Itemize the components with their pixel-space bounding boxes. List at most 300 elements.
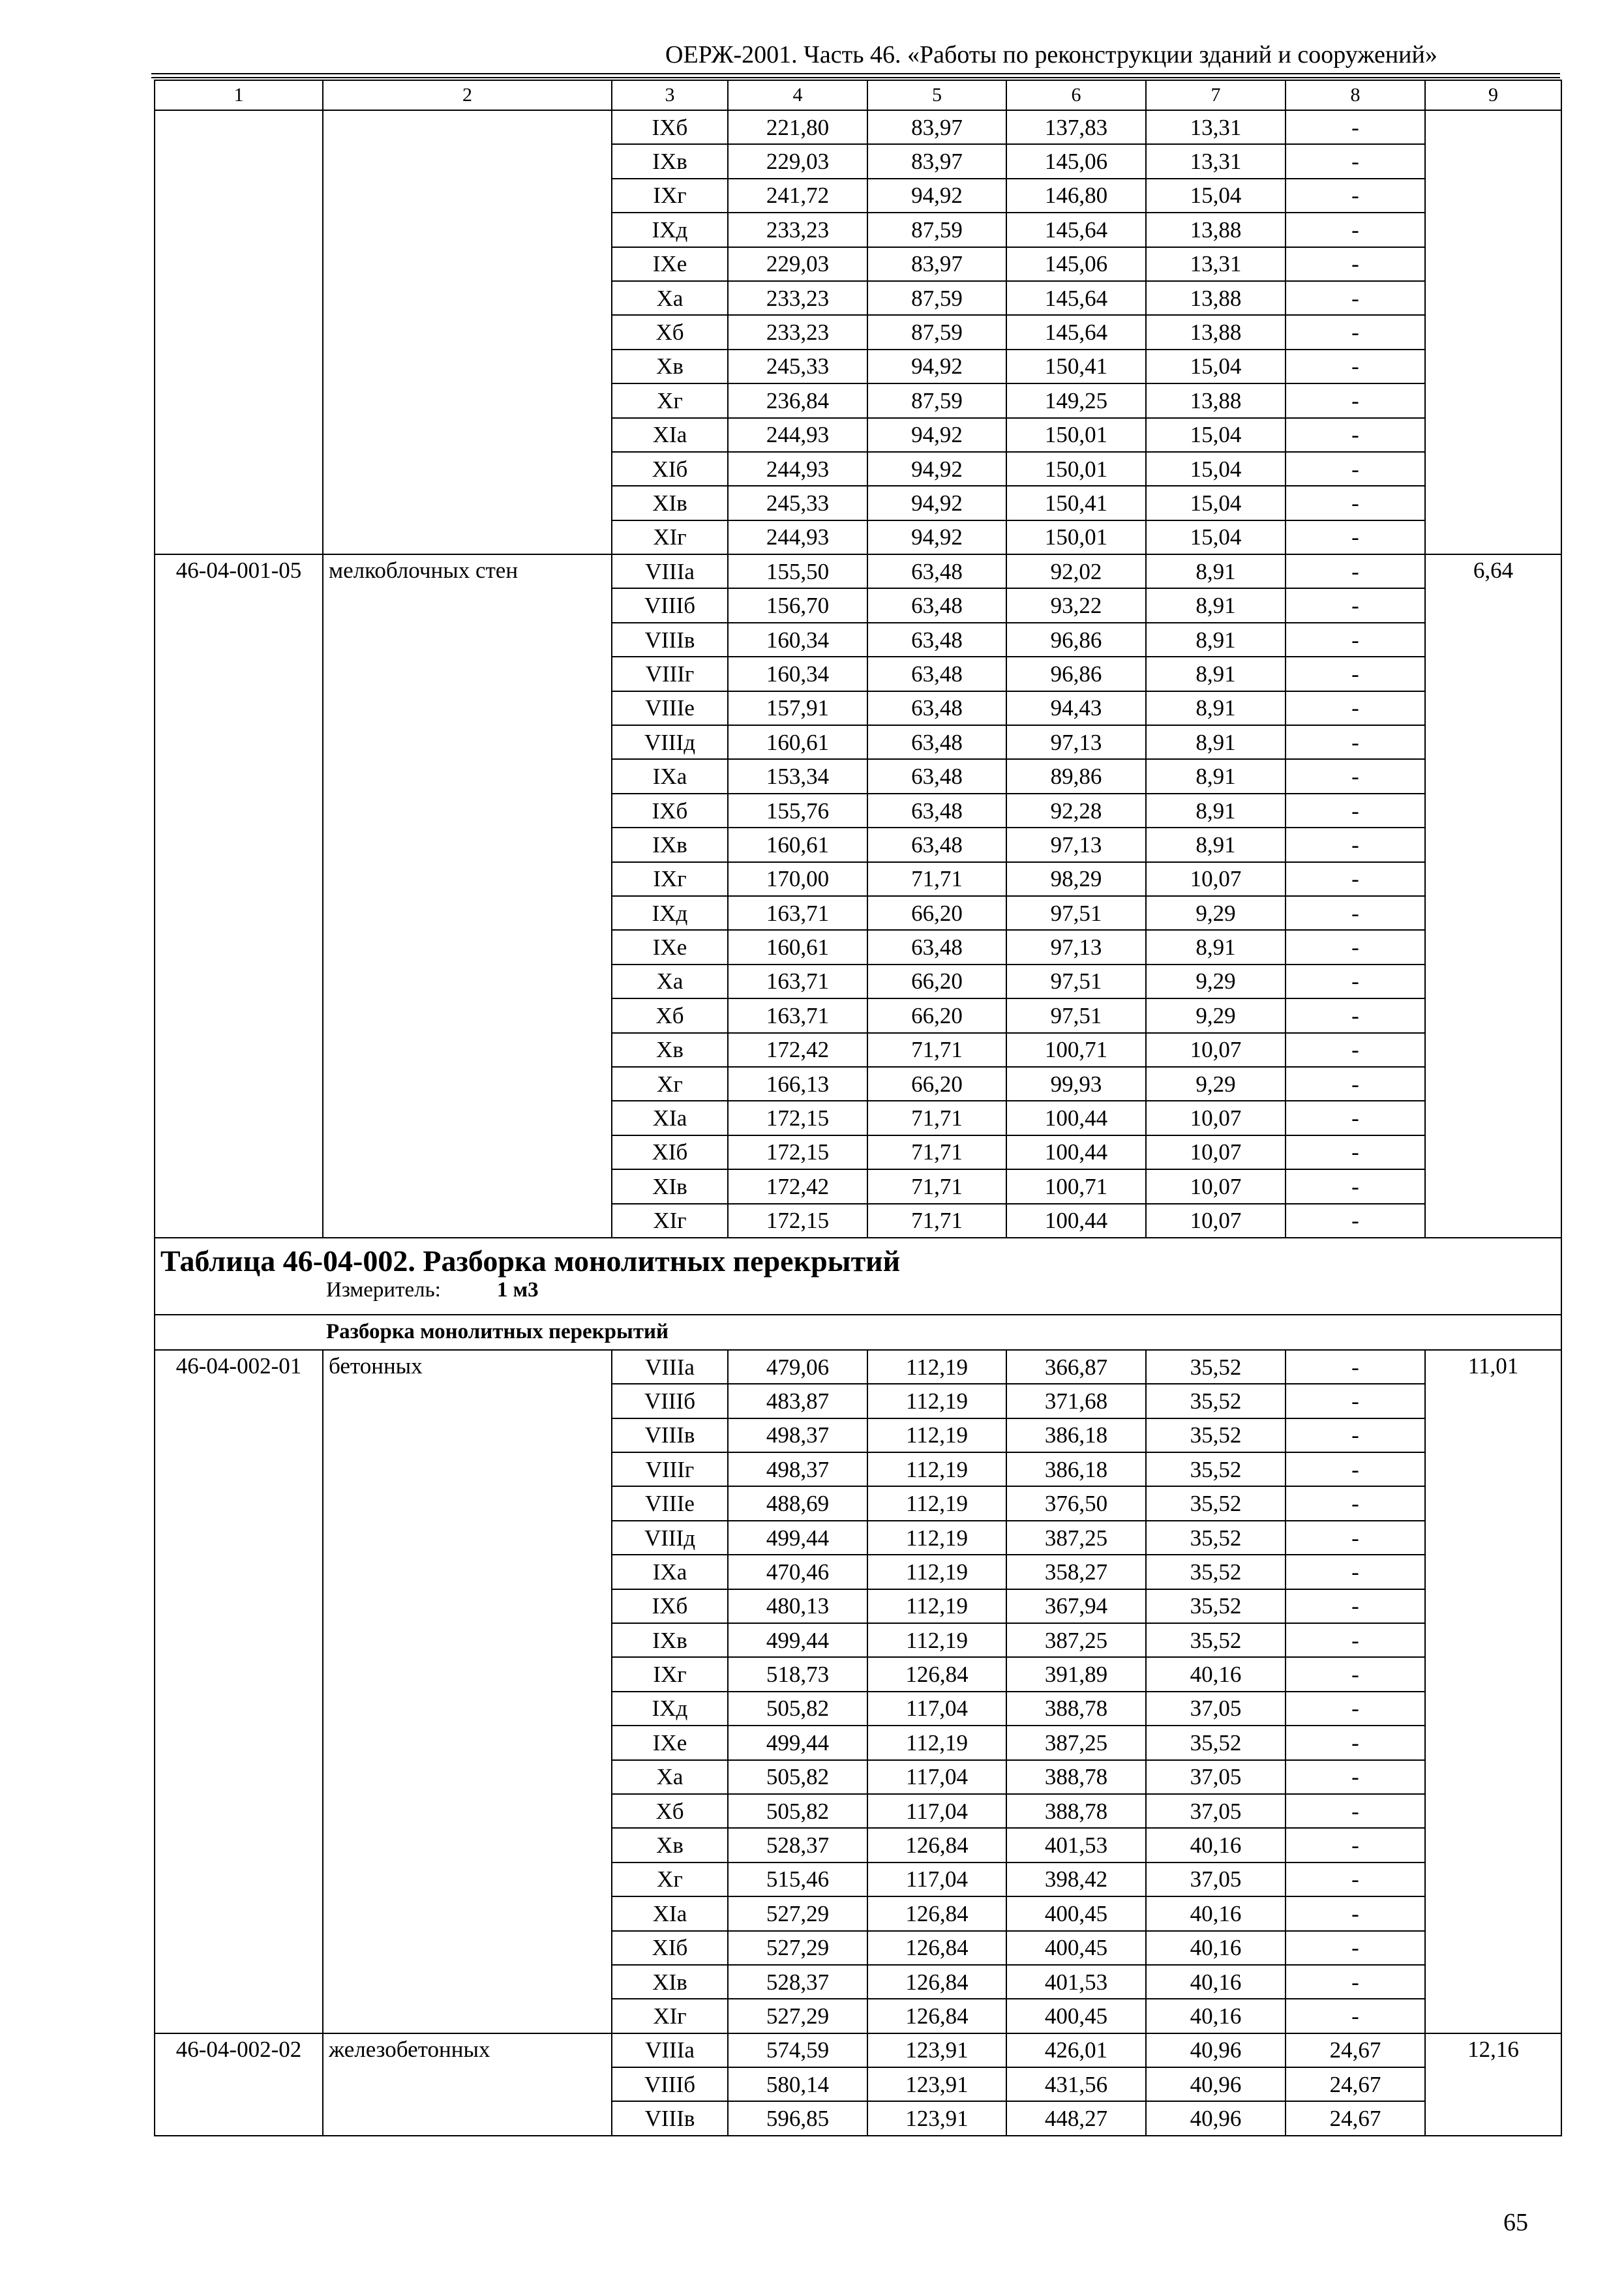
data-cell: 160,61 [728, 725, 867, 759]
data-cell: - [1286, 418, 1425, 452]
data-cell: 40,96 [1146, 2101, 1286, 2135]
data-cell: 96,86 [1006, 623, 1146, 657]
data-cell: 155,50 [728, 554, 867, 588]
table-title: Таблица 46-04-002. Разборка монолитных перекрытий [160, 1244, 901, 1278]
data-cell: 87,59 [867, 281, 1006, 315]
data-cell: 160,34 [728, 657, 867, 691]
data-cell: 528,37 [728, 1828, 867, 1862]
work-name-cell: мелкоблочных стен [323, 554, 612, 1238]
data-cell: 146,80 [1006, 179, 1146, 213]
data-cell: 13,31 [1146, 110, 1286, 144]
data-cell: VIIIе [612, 691, 728, 725]
data-cell: 40,96 [1146, 2033, 1286, 2067]
data-cell: 245,33 [728, 350, 867, 383]
data-cell: 150,41 [1006, 486, 1146, 520]
data-cell: 123,91 [867, 2067, 1006, 2101]
data-cell: 470,46 [728, 1555, 867, 1589]
work-name-cell: железобетонных [323, 2033, 612, 2136]
data-cell: XIг [612, 1999, 728, 2033]
data-cell: 13,88 [1146, 315, 1286, 349]
data-cell: 448,27 [1006, 2101, 1146, 2135]
data-cell: IXе [612, 1726, 728, 1759]
data-cell: IXб [612, 794, 728, 828]
data-cell: 71,71 [867, 1033, 1006, 1067]
data-cell: 35,52 [1146, 1726, 1286, 1759]
data-cell: 505,82 [728, 1760, 867, 1794]
data-cell: 244,93 [728, 418, 867, 452]
data-cell: 386,18 [1006, 1452, 1146, 1486]
table-row [155, 110, 1561, 144]
data-cell: 596,85 [728, 2101, 867, 2135]
unit-label: Измеритель: [326, 1278, 441, 1302]
data-cell: 8,91 [1146, 623, 1286, 657]
data-cell: 66,20 [867, 896, 1006, 930]
data-cell: 163,71 [728, 965, 867, 998]
data-cell: 94,92 [867, 520, 1006, 554]
data-cell: 35,52 [1146, 1384, 1286, 1418]
data-cell: 528,37 [728, 1965, 867, 1999]
col9-cell [1425, 110, 1561, 554]
data-cell: - [1286, 930, 1425, 964]
data-cell: IXг [612, 179, 728, 213]
data-cell: IXв [612, 828, 728, 861]
data-cell: 400,45 [1006, 1931, 1146, 1965]
data-cell: - [1286, 657, 1425, 691]
data-cell: 63,48 [867, 554, 1006, 588]
data-cell: 172,15 [728, 1135, 867, 1169]
data-cell: Xа [612, 965, 728, 998]
data-cell: 24,67 [1286, 2067, 1425, 2101]
data-cell: - [1286, 1657, 1425, 1691]
data-cell: 40,16 [1146, 1657, 1286, 1691]
data-cell: XIв [612, 1965, 728, 1999]
column-number: 3 [612, 80, 728, 110]
data-cell: 8,91 [1146, 828, 1286, 861]
data-cell: 63,48 [867, 725, 1006, 759]
data-cell: 229,03 [728, 247, 867, 281]
data-cell: 123,91 [867, 2033, 1006, 2067]
data-cell: 94,92 [867, 452, 1006, 486]
data-cell: - [1286, 794, 1425, 828]
data-cell: 35,52 [1146, 1452, 1286, 1486]
data-cell: - [1286, 520, 1425, 554]
data-cell: 35,52 [1146, 1418, 1286, 1452]
data-cell: - [1286, 588, 1425, 622]
data-cell: 112,19 [867, 1486, 1006, 1520]
data-cell: 66,20 [867, 998, 1006, 1032]
data-cell: 63,48 [867, 691, 1006, 725]
data-cell: IXд [612, 896, 728, 930]
data-cell: XIв [612, 1169, 728, 1203]
data-cell: 388,78 [1006, 1794, 1146, 1828]
data-cell: VIIIб [612, 2067, 728, 2101]
data-cell: - [1286, 998, 1425, 1032]
data-cell: - [1286, 862, 1425, 896]
data-cell: 8,91 [1146, 588, 1286, 622]
data-cell: - [1286, 1033, 1425, 1067]
data-cell: 9,29 [1146, 965, 1286, 998]
data-cell: 166,13 [728, 1067, 867, 1101]
data-cell: IXд [612, 213, 728, 247]
data-cell: 37,05 [1146, 1794, 1286, 1828]
data-cell: 15,04 [1146, 179, 1286, 213]
data-cell: 112,19 [867, 1555, 1006, 1589]
data-cell: XIг [612, 1204, 728, 1238]
data-cell: - [1286, 247, 1425, 281]
data-cell: 100,44 [1006, 1135, 1146, 1169]
code-cell [155, 110, 323, 554]
data-cell: 233,23 [728, 315, 867, 349]
data-cell: 40,16 [1146, 1965, 1286, 1999]
data-cell: 580,14 [728, 2067, 867, 2101]
data-cell: 479,06 [728, 1350, 867, 1384]
table-title-cell [155, 1238, 1561, 1278]
data-cell: 66,20 [867, 1067, 1006, 1101]
data-cell: 40,16 [1146, 1896, 1286, 1930]
data-cell: 63,48 [867, 588, 1006, 622]
data-cell: IXе [612, 247, 728, 281]
column-number: 7 [1146, 80, 1286, 110]
data-cell: - [1286, 1999, 1425, 2033]
data-cell: 100,71 [1006, 1169, 1146, 1203]
data-cell: XIб [612, 452, 728, 486]
data-cell: 398,42 [1006, 1863, 1146, 1896]
data-cell: 9,29 [1146, 998, 1286, 1032]
data-cell: 35,52 [1146, 1486, 1286, 1520]
column-number: 1 [155, 80, 323, 110]
data-cell: 112,19 [867, 1726, 1006, 1759]
data-cell: 24,67 [1286, 2033, 1425, 2067]
data-cell: XIа [612, 418, 728, 452]
data-cell: 498,37 [728, 1418, 867, 1452]
data-cell: XIб [612, 1135, 728, 1169]
data-cell: Xг [612, 1863, 728, 1896]
header-rule [151, 73, 1560, 74]
data-cell: 63,48 [867, 930, 1006, 964]
data-cell: 241,72 [728, 179, 867, 213]
unit-row [155, 1278, 1561, 1315]
data-cell: 170,00 [728, 862, 867, 896]
data-cell: 13,88 [1146, 213, 1286, 247]
data-cell: 229,03 [728, 144, 867, 178]
data-cell: 92,02 [1006, 554, 1146, 588]
data-cell: 426,01 [1006, 2033, 1146, 2067]
col9-cell: 6,64 [1425, 554, 1561, 1238]
section-row [155, 1315, 1561, 1350]
data-cell: Xв [612, 1828, 728, 1862]
data-cell: IXг [612, 1657, 728, 1691]
data-cell: 89,86 [1006, 759, 1146, 793]
data-cell: 221,80 [728, 110, 867, 144]
data-cell: - [1286, 1692, 1425, 1726]
data-cell: 123,91 [867, 2101, 1006, 2135]
data-cell: 431,56 [1006, 2067, 1146, 2101]
table-row [155, 554, 1561, 588]
data-cell: XIб [612, 1931, 728, 1965]
code-cell: 46-04-001-05 [155, 554, 323, 1238]
data-cell: - [1286, 1623, 1425, 1657]
data-cell: - [1286, 828, 1425, 861]
table-row [155, 1350, 1561, 1384]
data-cell: 98,29 [1006, 862, 1146, 896]
data-cell: - [1286, 965, 1425, 998]
header-rule [151, 77, 1560, 78]
data-cell: 97,51 [1006, 998, 1146, 1032]
data-cell: 366,87 [1006, 1350, 1146, 1384]
data-cell: 97,51 [1006, 896, 1146, 930]
data-cell: 233,23 [728, 281, 867, 315]
unit-value: 1 м3 [496, 1278, 539, 1302]
data-cell: 35,52 [1146, 1623, 1286, 1657]
data-cell: 15,04 [1146, 350, 1286, 383]
data-cell: 156,70 [728, 588, 867, 622]
data-cell: 233,23 [728, 213, 867, 247]
data-cell: IXе [612, 930, 728, 964]
data-cell: 145,64 [1006, 213, 1146, 247]
data-cell: Xг [612, 383, 728, 417]
unit-cell [155, 1278, 1561, 1315]
table-row [155, 2033, 1561, 2067]
data-cell: 10,07 [1146, 1033, 1286, 1067]
data-cell: 8,91 [1146, 691, 1286, 725]
column-number: 9 [1425, 80, 1561, 110]
data-cell: - [1286, 1555, 1425, 1589]
data-cell: 97,51 [1006, 965, 1146, 998]
data-cell: 15,04 [1146, 452, 1286, 486]
data-cell: 574,59 [728, 2033, 867, 2067]
data-cell: 40,16 [1146, 1999, 1286, 2033]
data-cell: VIIIе [612, 1486, 728, 1520]
data-cell: - [1286, 554, 1425, 588]
column-number: 2 [323, 80, 612, 110]
data-cell: 63,48 [867, 794, 1006, 828]
data-cell: 96,86 [1006, 657, 1146, 691]
column-number: 8 [1286, 80, 1425, 110]
data-cell: 358,27 [1006, 1555, 1146, 1589]
data-cell: 126,84 [867, 1896, 1006, 1930]
data-cell: 13,88 [1146, 281, 1286, 315]
work-name-cell [323, 110, 612, 554]
column-number: 4 [728, 80, 867, 110]
data-cell: 40,16 [1146, 1828, 1286, 1862]
data-cell: 126,84 [867, 1965, 1006, 1999]
data-cell: - [1286, 486, 1425, 520]
data-cell: 401,53 [1006, 1828, 1146, 1862]
data-cell: 83,97 [867, 144, 1006, 178]
data-cell: XIв [612, 486, 728, 520]
data-cell: 99,93 [1006, 1067, 1146, 1101]
column-number: 5 [867, 80, 1006, 110]
data-cell: - [1286, 1384, 1425, 1418]
data-cell: - [1286, 759, 1425, 793]
data-cell: 9,29 [1146, 896, 1286, 930]
data-cell: 145,06 [1006, 144, 1146, 178]
code-cell: 46-04-002-01 [155, 1350, 323, 2033]
data-cell: Xб [612, 315, 728, 349]
data-cell: - [1286, 1067, 1425, 1101]
data-cell: 150,01 [1006, 520, 1146, 554]
data-cell: - [1286, 144, 1425, 178]
data-cell: 37,05 [1146, 1863, 1286, 1896]
data-cell: - [1286, 1204, 1425, 1238]
data-cell: IXв [612, 144, 728, 178]
data-cell: 71,71 [867, 862, 1006, 896]
data-cell: 24,67 [1286, 2101, 1425, 2135]
data-cell: 40,16 [1146, 1931, 1286, 1965]
data-cell: 94,92 [867, 486, 1006, 520]
data-cell: 97,13 [1006, 725, 1146, 759]
data-cell: Xв [612, 350, 728, 383]
data-cell: - [1286, 383, 1425, 417]
data-cell: 498,37 [728, 1452, 867, 1486]
data-cell: 66,20 [867, 965, 1006, 998]
data-cell: VIIIг [612, 1452, 728, 1486]
data-cell: 150,01 [1006, 418, 1146, 452]
data-cell: 488,69 [728, 1486, 867, 1520]
data-cell: 13,88 [1146, 383, 1286, 417]
data-cell: 94,92 [867, 179, 1006, 213]
data-cell: - [1286, 315, 1425, 349]
data-cell: Xб [612, 1794, 728, 1828]
data-cell: 163,71 [728, 896, 867, 930]
data-cell: 71,71 [867, 1101, 1006, 1135]
data-cell: 8,91 [1146, 657, 1286, 691]
data-cell: 244,93 [728, 452, 867, 486]
data-cell: 160,61 [728, 930, 867, 964]
section-heading: Разборка монолитных перекрытий [155, 1315, 1561, 1350]
data-cell: 505,82 [728, 1692, 867, 1726]
data-cell: VIIIб [612, 588, 728, 622]
data-cell: 112,19 [867, 1350, 1006, 1384]
price-table [154, 80, 1562, 2136]
data-cell: VIIIа [612, 1350, 728, 1384]
data-cell: - [1286, 213, 1425, 247]
data-cell: IXб [612, 1589, 728, 1623]
data-cell: 499,44 [728, 1726, 867, 1759]
data-cell: IXа [612, 759, 728, 793]
data-cell: 13,31 [1146, 144, 1286, 178]
data-cell: 112,19 [867, 1623, 1006, 1657]
data-cell: 112,19 [867, 1521, 1006, 1555]
data-cell: IXв [612, 1623, 728, 1657]
data-cell: - [1286, 1726, 1425, 1759]
data-cell: 94,92 [867, 418, 1006, 452]
data-cell: 87,59 [867, 213, 1006, 247]
data-cell: 112,19 [867, 1418, 1006, 1452]
data-cell: - [1286, 725, 1425, 759]
data-cell: 63,48 [867, 828, 1006, 861]
data-cell: VIIIв [612, 623, 728, 657]
data-cell: 100,44 [1006, 1101, 1146, 1135]
data-cell: 400,45 [1006, 1999, 1146, 2033]
column-number: 6 [1006, 80, 1146, 110]
data-cell: 100,44 [1006, 1204, 1146, 1238]
data-cell: 367,94 [1006, 1589, 1146, 1623]
data-cell: 87,59 [867, 315, 1006, 349]
data-cell: VIIIв [612, 2101, 728, 2135]
col9-cell: 12,16 [1425, 2033, 1561, 2136]
data-cell: 93,22 [1006, 588, 1146, 622]
data-cell: 10,07 [1146, 1135, 1286, 1169]
data-cell: 172,15 [728, 1101, 867, 1135]
data-cell: 401,53 [1006, 1965, 1146, 1999]
data-cell: - [1286, 1931, 1425, 1965]
column-number-row [155, 80, 1561, 110]
data-cell: - [1286, 179, 1425, 213]
data-cell: 376,50 [1006, 1486, 1146, 1520]
data-cell: 150,01 [1006, 452, 1146, 486]
data-cell: 371,68 [1006, 1384, 1146, 1418]
data-cell: 153,34 [728, 759, 867, 793]
data-cell: VIIIа [612, 554, 728, 588]
data-cell: 518,73 [728, 1657, 867, 1691]
data-cell: 117,04 [867, 1794, 1006, 1828]
data-cell: Xб [612, 998, 728, 1032]
data-cell: 37,05 [1146, 1692, 1286, 1726]
data-cell: 160,61 [728, 828, 867, 861]
data-cell: - [1286, 1965, 1425, 1999]
data-cell: VIIIд [612, 725, 728, 759]
data-cell: 145,64 [1006, 315, 1146, 349]
data-cell: 8,91 [1146, 759, 1286, 793]
data-cell: - [1286, 1794, 1425, 1828]
data-cell: 83,97 [867, 247, 1006, 281]
data-cell: 400,45 [1006, 1896, 1146, 1930]
data-cell: - [1286, 1863, 1425, 1896]
data-cell: 71,71 [867, 1135, 1006, 1169]
data-cell: 112,19 [867, 1384, 1006, 1418]
data-cell: - [1286, 1169, 1425, 1203]
data-cell: - [1286, 281, 1425, 315]
data-cell: 15,04 [1146, 486, 1286, 520]
data-cell: 112,19 [867, 1452, 1006, 1486]
data-cell: VIIIб [612, 1384, 728, 1418]
data-cell: 160,34 [728, 623, 867, 657]
data-cell: 13,31 [1146, 247, 1286, 281]
data-cell: 71,71 [867, 1169, 1006, 1203]
data-cell: 137,83 [1006, 110, 1146, 144]
data-cell: 117,04 [867, 1692, 1006, 1726]
data-cell: 100,71 [1006, 1033, 1146, 1067]
data-cell: 63,48 [867, 657, 1006, 691]
data-cell: - [1286, 1350, 1425, 1384]
data-cell: 117,04 [867, 1863, 1006, 1896]
data-cell: 37,05 [1146, 1760, 1286, 1794]
data-cell: - [1286, 1896, 1425, 1930]
data-cell: - [1286, 1418, 1425, 1452]
data-cell: 10,07 [1146, 1101, 1286, 1135]
data-cell: VIIIа [612, 2033, 728, 2067]
data-cell: 480,13 [728, 1589, 867, 1623]
data-cell: - [1286, 452, 1425, 486]
data-cell: 163,71 [728, 998, 867, 1032]
data-cell: XIа [612, 1896, 728, 1930]
data-cell: 10,07 [1146, 862, 1286, 896]
data-cell: IXб [612, 110, 728, 144]
data-cell: 387,25 [1006, 1521, 1146, 1555]
data-cell: - [1286, 350, 1425, 383]
data-cell: 483,87 [728, 1384, 867, 1418]
col9-cell: 11,01 [1425, 1350, 1561, 2033]
data-cell: 499,44 [728, 1623, 867, 1657]
data-cell: - [1286, 1589, 1425, 1623]
data-cell: 387,25 [1006, 1726, 1146, 1759]
data-cell: 15,04 [1146, 520, 1286, 554]
data-cell: 117,04 [867, 1760, 1006, 1794]
data-cell: 527,29 [728, 1931, 867, 1965]
data-cell: 386,18 [1006, 1418, 1146, 1452]
data-cell: 245,33 [728, 486, 867, 520]
